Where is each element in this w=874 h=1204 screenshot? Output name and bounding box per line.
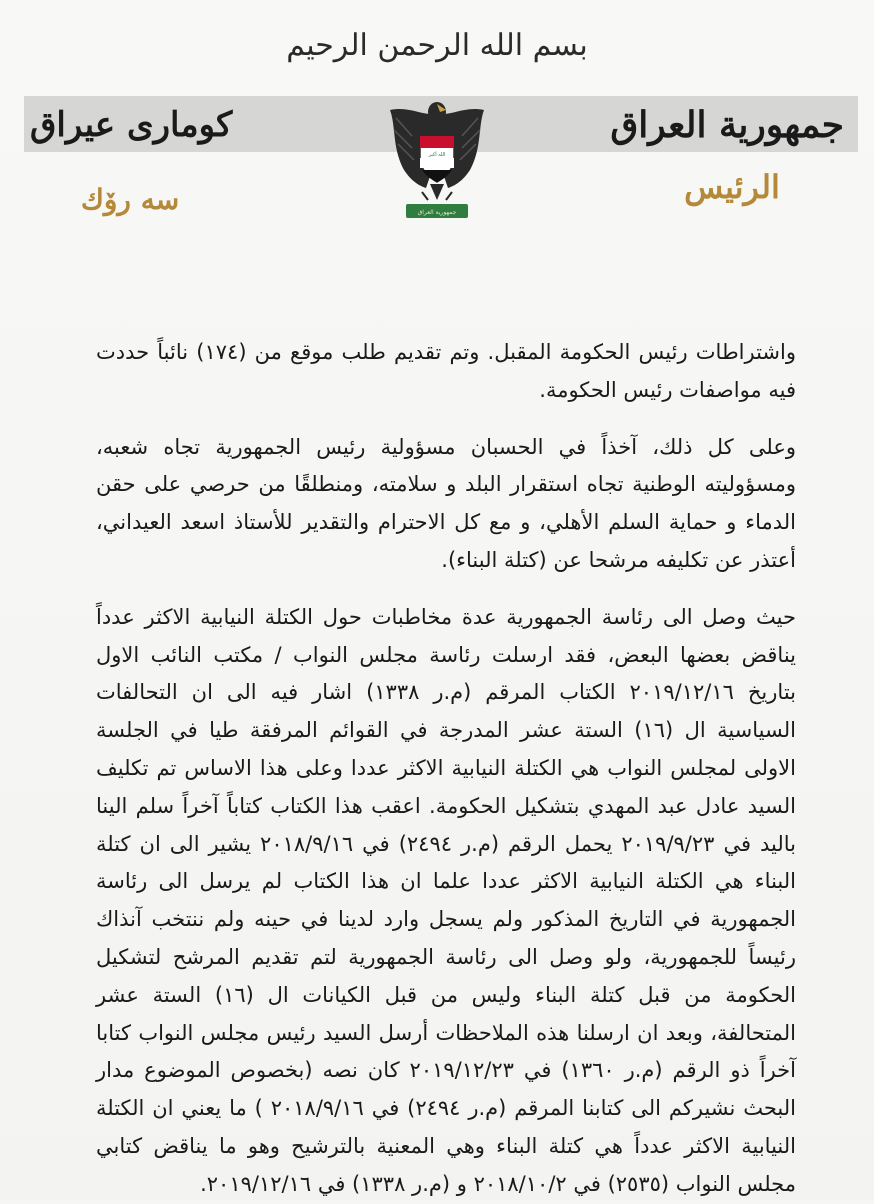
letter-body <box>96 334 796 1204</box>
letterhead-country-kurdish: كوماری عيراق <box>30 105 233 145</box>
body-paragraph: وعلى كل ذلك، آخذاً في الحسبان مسؤولية رئيس الجمهورية تجاه شعبه، ومسؤوليته الوطنية تجاه استقرار البلد و سلامته، ومنطلقًا من حرصي على حقن الدماء و حماية السلم الأهلي، و مع كل الاحترام والتقدير للأستاذ اسعد العيداني، أعتذر عن تكليفه مرشحا عن (كتلة البناء). <box>96 434 796 572</box>
eagle-emblem-icon <box>382 96 492 236</box>
letterhead-country-arabic: جمهورية العراق <box>610 104 844 146</box>
office-title-arabic: الرئيس <box>684 168 780 206</box>
basmala-heading: بسم الله الرحمن الرحيم <box>286 28 588 63</box>
body-paragraph: حيث وصل الى رئاسة الجمهورية عدة مخاطبات حول الكتلة النيابية الاكثر عدداً يناقض بعضها البعض، فقد ارسلت رئاسة مجلس النواب / مكتب النائب الاول بتاريخ ٢٠١٩/١٢/١٦ الكتاب المرقم (م.ر ١٣٣٨) اشار فيه الى ان التحالفات السياسية ال (١٦) الستة عشر المدرجة في القوائم المرفقة طيا في الجلسة الاولى لمجلس النواب هي الكتلة النيابية الاكثر عددا وعلى هذا الاساس تم تكليف السيد عادل عبد المهدي بتشكيل الحكومة. اعقب هذا الكتاب كتاباً آخراً سلم الينا باليد في ٢٠١٩/٩/٢٣ يحمل الرقم (م.ر ٢٤٩٤) في ٢٠١٨/٩/١٦ يشير الى ان كتلة البناء هي الكتلة النيابية الاكثر عددا علما ان هذا الكتاب لم يرسل الى رئاسة الجمهورية في التاريخ المذكور ولم يسجل وارد لدينا في حينه ولم ننتخب آنذاك رئيساً للجمهورية، ولو وصل الى رئاسة الجمهورية لتم تقديم المرشح لتشكيل الحكومة من قبل كتلة البناء وليس من قبل الكيانات ال (١٦) الستة عشر المتحالفة، وبعد ان ارسلنا هذه الملاحظات أرسل السيد رئيس مجلس النواب كتابا آخراً ذو الرقم (م.ر ١٣٦٠) في ٢٠١٩/١٢/٢٣ كان نصه (بخصوص الموضوع مدار البحث نشيركم الى كتابنا المرقم (م.ر ٢٤٩٤) في ٢٠١٨/٩/١٦ ) ما يعني ان الكتلة النيابية الاكثر عدداً هي كتلة البناء وهي المعنية بالترشيح وهو ما يناقض كتابي مجلس النواب (٢٥٣٥) في ٢٠١٨/١٠/٢ و (م.ر ١٣٣٨) في ٢٠١٩/١٢/١٦. <box>96 604 796 1196</box>
office-title-kurdish: سه رۆك <box>80 183 180 216</box>
body-paragraph: واشتراطات رئيس الحكومة المقبل. وتم تقديم طلب موقع من (١٧٤) نائباً حددت فيه مواصفات رئيس الحكومة. <box>96 340 796 402</box>
emblem-inscription-top: الله أكبر <box>428 152 446 158</box>
emblem-inscription-bottom: جمهورية العراق <box>417 209 457 216</box>
